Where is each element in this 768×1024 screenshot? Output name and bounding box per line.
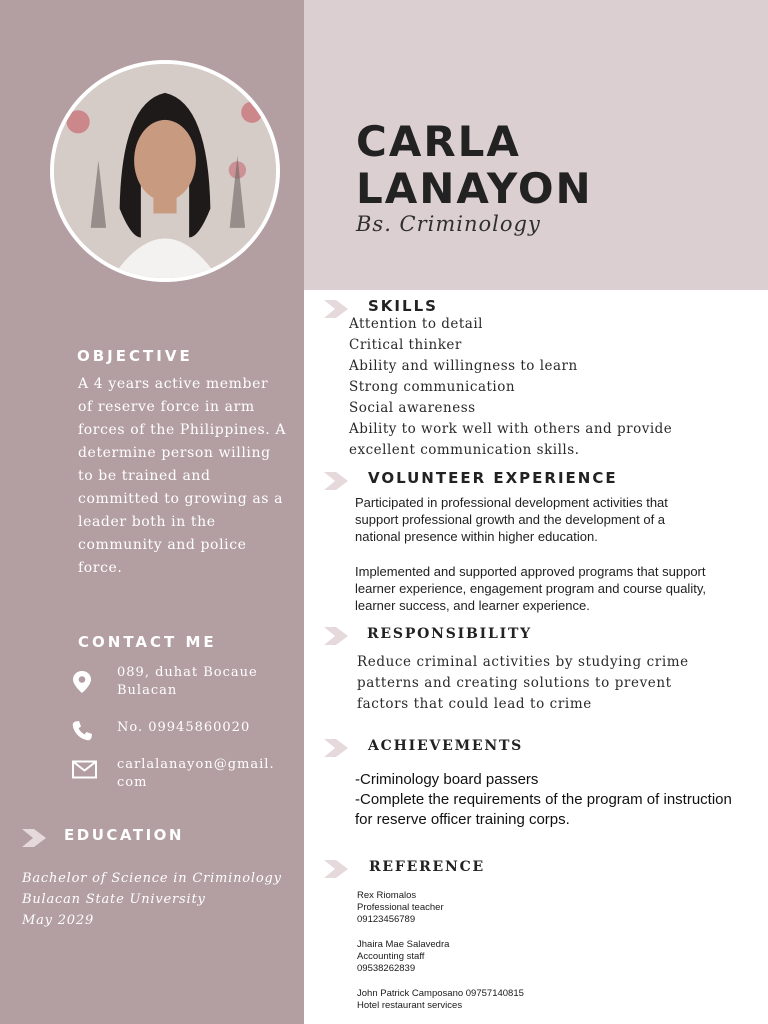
chevron-arrow-icon (324, 858, 350, 880)
candidate-name (356, 118, 593, 212)
phone-icon (70, 719, 94, 743)
address-text: 089, duhat Bocaue Bulacan (117, 665, 258, 698)
education-school: Bulacan State University (22, 892, 206, 907)
education-date: May 2029 (22, 913, 95, 928)
achievement-item: -Complete the requirements of the program of instruction for reserve officer training corps. (355, 791, 732, 828)
list-item: Ability and willingness to learn (349, 358, 578, 374)
envelope-icon (72, 760, 97, 779)
achievement-item: -Criminology board passers (355, 771, 539, 788)
chevron-arrow-icon (324, 737, 350, 759)
responsibility-text: Reduce criminal activities by studying crime patterns and creating solutions to prevent factors that could lead to crime (357, 654, 689, 712)
chevron-arrow-icon (324, 298, 350, 320)
reference-entry (357, 988, 524, 1012)
chevron-arrow-icon (324, 625, 350, 647)
education-degree: Bachelor of Science in Criminology (22, 871, 282, 886)
contact-email (68, 756, 288, 796)
reference-phone: 09538262839 (357, 963, 416, 975)
email-line-2: com (117, 775, 148, 790)
contact-heading: CONTACT ME (78, 633, 217, 651)
volunteer-paragraph-2: Implemented and supported approved programs that support learner experience, engagement program and course quality, learner success, and learner experience. (355, 564, 706, 613)
education-details (22, 868, 297, 931)
phone-text: No. 09945860020 (117, 720, 251, 735)
list-item: Social awareness (349, 400, 476, 416)
volunteer-heading: VOLUNTEER EXPERIENCE (368, 469, 618, 487)
reference-name: Jhaira Mae Salavedra (357, 939, 450, 950)
list-item: Attention to detail (349, 316, 483, 332)
skills-heading: SKILLS (368, 297, 438, 315)
reference-role: Hotel restaurant services (357, 1000, 463, 1012)
reference-heading: REFERENCE (369, 859, 486, 875)
reference-phone: 09123456789 (357, 914, 416, 926)
contact-phone (68, 719, 288, 743)
first-name: CARLA (356, 117, 521, 166)
reference-entry (357, 939, 449, 976)
achievements-list (355, 770, 735, 830)
reference-role: Accounting staff (357, 951, 425, 963)
education-heading: EDUCATION (64, 826, 184, 844)
chevron-arrow-icon (22, 827, 48, 849)
reference-name: John Patrick Camposano 09757140815 (357, 988, 524, 999)
email-line-1: carlalanayon@gmail. (117, 757, 275, 772)
email-text (117, 756, 287, 792)
contact-address (68, 664, 288, 704)
chevron-arrow-icon (324, 470, 350, 492)
objective-text: A 4 years active member of reserve force in arm forces of the Philippines. A determine person willing to be trained and committed to growing as a leader both in the community and police force. (78, 376, 287, 576)
degree-subtitle: Bs. Criminology (356, 212, 541, 236)
list-item: Strong communication (349, 379, 516, 395)
reference-role: Professional teacher (357, 902, 444, 914)
skills-list (349, 314, 709, 461)
location-pin-icon (70, 670, 94, 694)
reference-entry (357, 890, 444, 927)
achievements-heading: ACHIEVEMENTS (368, 738, 524, 754)
list-item: excellent communication skills. (349, 442, 580, 458)
list-item: Critical thinker (349, 337, 462, 353)
last-name: LANAYON (356, 164, 593, 213)
responsibility-heading: RESPONSIBILITY (367, 626, 532, 642)
reference-name: Rex Riomalos (357, 890, 417, 901)
volunteer-paragraph-1: Participated in professional development activities that support professional growth and the development of a national presence within higher education. (355, 495, 668, 544)
objective-heading: OBJECTIVE (77, 347, 193, 365)
profile-photo (50, 60, 280, 282)
list-item: Ability to work well with others and provide (349, 421, 673, 437)
